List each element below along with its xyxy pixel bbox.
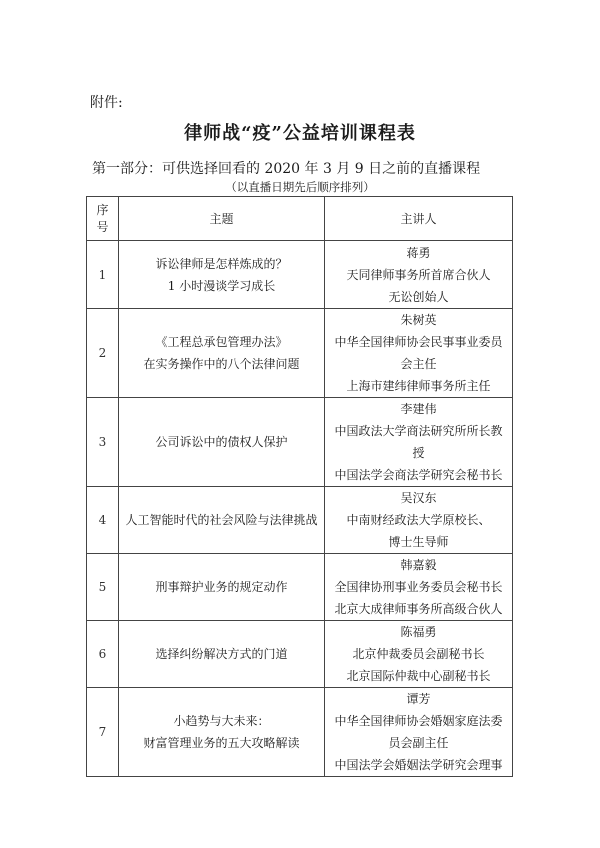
row-topic [119, 309, 325, 398]
table-row [87, 309, 513, 398]
row-seq: 1 [87, 241, 119, 309]
speaker-title-line: 中华全国律师协会婚姻家庭法委 [334, 714, 503, 728]
row-seq: 2 [87, 309, 119, 398]
table-header-row [87, 197, 513, 241]
speaker-title-line: 会主任 [400, 357, 437, 371]
row-topic [119, 241, 325, 309]
row-seq: 7 [87, 688, 119, 777]
speaker-title-line: 中国法学会婚姻法学研究会理事 [334, 758, 503, 772]
topic-line: 公司诉讼中的债权人保护 [155, 435, 288, 449]
speaker-title-line: 北京仲裁委员会副秘书长 [352, 647, 485, 661]
speaker-name: 李建伟 [400, 402, 437, 416]
topic-line: 财富管理业务的五大攻略解读 [143, 736, 300, 750]
order-note: （以直播日期先后顺序排列） [225, 180, 375, 194]
speaker-title-line: 中国政法大学商法研究所所长教 [334, 424, 503, 438]
row-seq: 3 [87, 398, 119, 487]
column-header-topic: 主题 [119, 197, 325, 241]
speaker-title-line: 授 [412, 446, 425, 460]
table-row [87, 554, 513, 621]
table-row [87, 487, 513, 554]
speaker-title-line: 中华全国律师协会民事事业委员 [334, 335, 503, 349]
speaker-title-line: 博士生导师 [388, 535, 449, 549]
speaker-title-line: 全国律协刑事业务委员会秘书长 [334, 580, 503, 594]
row-seq: 5 [87, 554, 119, 621]
speaker-name: 韩嘉毅 [400, 558, 437, 572]
row-speaker [325, 487, 513, 554]
topic-line: 人工智能时代的社会风险与法律挑战 [125, 513, 318, 527]
speaker-title-line: 北京国际仲裁中心副秘书长 [346, 669, 491, 683]
column-header-speaker: 主讲人 [325, 197, 513, 241]
speaker-title-line: 无讼创始人 [388, 289, 449, 304]
speaker-title-line: 上海市建纬律师事务所主任 [346, 379, 491, 393]
table-row [87, 241, 513, 309]
topic-line: 选择纠纷解决方式的门道 [155, 647, 288, 661]
speaker-title-line: 天同律师事务所首席合伙人 [346, 267, 491, 282]
row-topic [119, 398, 325, 487]
row-seq: 4 [87, 487, 119, 554]
row-topic [119, 487, 325, 554]
topic-line: 小趋势与大未来： [173, 714, 270, 728]
row-speaker [325, 241, 513, 309]
table-row [87, 398, 513, 487]
speaker-name: 朱树英 [400, 313, 437, 327]
speaker-title-line: 员会副主任 [388, 736, 449, 750]
topic-line: 1 小时漫谈学习成长 [167, 278, 276, 293]
course-schedule-table [86, 196, 513, 777]
attachment-label: 附件: [90, 95, 123, 111]
section-heading: 第一部分：可供选择回看的 2020 年 3 月 9 日之前的直播课程 [92, 161, 481, 177]
row-seq: 6 [87, 621, 119, 688]
speaker-name: 陈福勇 [400, 625, 437, 639]
document-title: 律师战“疫”公益培训课程表 [184, 123, 416, 144]
row-topic [119, 554, 325, 621]
row-topic [119, 688, 325, 777]
speaker-name: 谭芳 [406, 692, 431, 706]
row-speaker [325, 554, 513, 621]
topic-line: 在实务操作中的八个法律问题 [143, 357, 300, 371]
topic-line: 诉讼律师是怎样炼成的？ [155, 256, 288, 271]
topic-line: 《工程总承包管理办法》 [155, 335, 288, 349]
speaker-title-line: 北京大成律师事务所高级合伙人 [334, 602, 503, 616]
row-speaker [325, 398, 513, 487]
row-topic [119, 621, 325, 688]
table-row [87, 688, 513, 777]
column-header-seq: 序号 [87, 197, 119, 241]
row-speaker [325, 309, 513, 398]
speaker-name: 蒋勇 [406, 245, 431, 260]
speaker-title-line: 中南财经政法大学原校长、 [346, 513, 491, 527]
table-row [87, 621, 513, 688]
speaker-name: 吴汉东 [400, 491, 437, 505]
speaker-title-line: 中国法学会商法学研究会秘书长 [334, 468, 503, 482]
topic-line: 刑事辩护业务的规定动作 [155, 580, 288, 594]
row-speaker [325, 621, 513, 688]
row-speaker [325, 688, 513, 777]
